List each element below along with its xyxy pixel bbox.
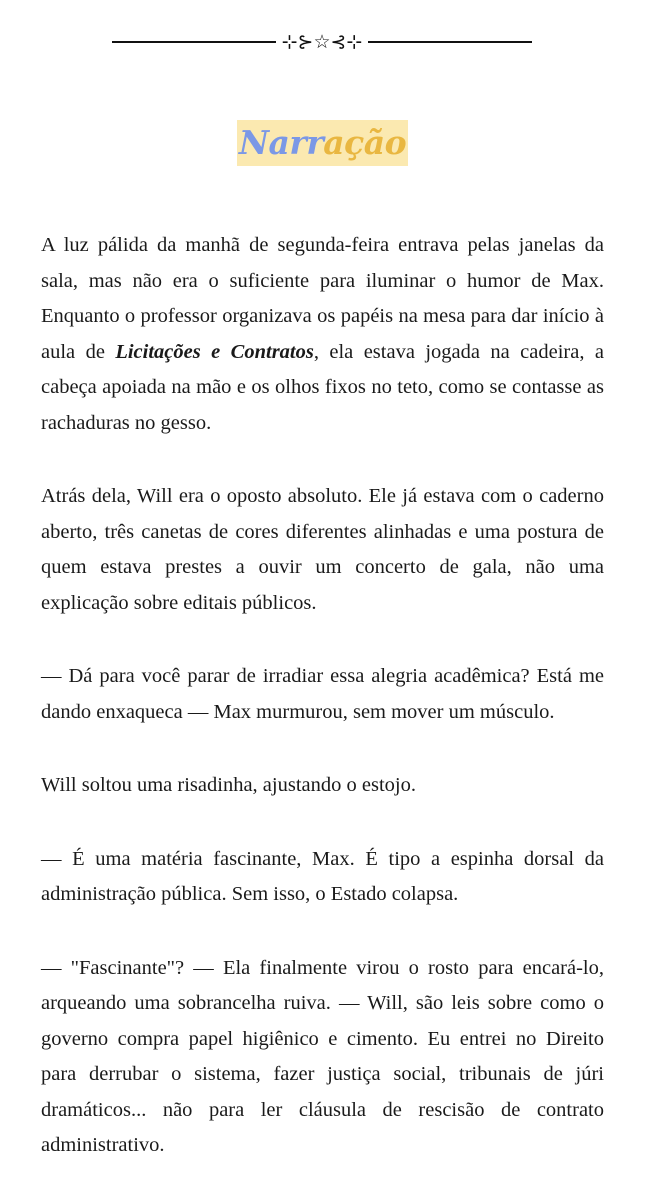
paragraph-6: — "Fascinante"? — Ela finalmente virou o rosto para encará-lo, arqueando uma sobrancelha ruiva. — Will, são leis sobre como o governo compra papel higiênico e cimento. Eu entrei no Direito para derrubar o sistema, fazer justiça social, tribunais de júri dramáticos... não para ler cláusula de rescisão de contrato administrativo. — [41, 956, 604, 1156]
heading-part-yellow: ação — [323, 123, 407, 162]
paragraph-1 — [41, 228, 604, 441]
paragraph-2: Atrás dela, Will era o oposto absoluto. Ele já estava com o caderno aberto, três canetas de cores diferentes alinhadas e uma postura de quem estava prestes a ouvir um concerto de gala, não uma explicação sobre editais públicos. — [41, 485, 604, 614]
paragraph-4: Will soltou uma risadinha, ajustando o estojo. — [41, 774, 416, 796]
ornamental-divider — [112, 30, 532, 54]
story-text — [41, 228, 604, 1202]
paragraph-1-text-start: A luz pálida da manhã de segunda-feira entrava pelas janelas da sala, mas não era o suficiente para iluminar o humor de Max. Enquanto o professor organizava os papéis na mesa para dar início à aula de — [41, 234, 604, 363]
divider-line-left — [112, 41, 276, 43]
section-heading-container — [0, 120, 645, 166]
course-title-emphasis: Licitações e Contratos — [115, 340, 314, 363]
paragraph-3: — Dá para você parar de irradiar essa alegria acadêmica? Está me dando enxaqueca — Max murmurou, sem mover um músculo. — [41, 665, 604, 723]
section-heading — [237, 120, 408, 166]
star-ornament-icon: ⊹⊱☆⊰⊹ — [281, 31, 363, 53]
divider-line-right — [368, 41, 532, 43]
heading-part-blue: Narr — [238, 123, 324, 162]
paragraph-1-text-end: , ela estava jogada na cadeira, a cabeça apoiada na mão e os olhos fixos no teto, como se contasse as rachaduras no gesso. — [41, 340, 604, 434]
paragraph-5: — É uma matéria fascinante, Max. É tipo a espinha dorsal da administração pública. Sem isso, o Estado colapsa. — [41, 847, 604, 905]
